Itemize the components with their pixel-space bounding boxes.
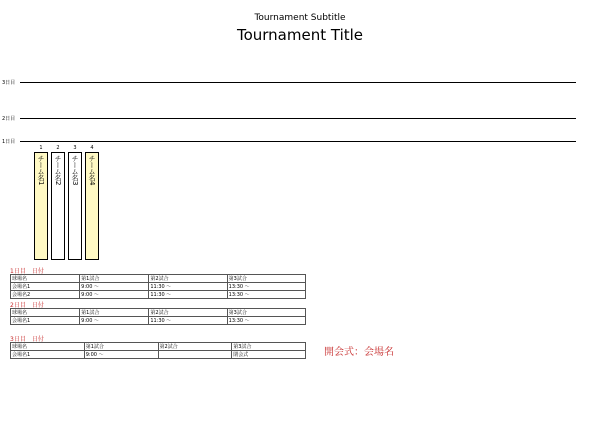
venue-cell: 会場名1 [11,317,80,325]
col-header: 球場名 [11,275,80,283]
round-label-2: 2日目 [2,116,16,122]
match-time-cell: 13:30 ～ [227,317,305,325]
table-header-row [11,275,306,283]
team-name: チーム名2 [54,155,62,185]
team-number: 1 [39,145,43,151]
table-row [11,283,306,291]
schedule-day1-table [10,274,306,299]
team-name: チーム名1 [37,155,45,185]
venue-cell: 会場名2 [11,291,80,299]
day1-header: 1日目 日付 [10,268,44,275]
round-label-3: 3日目 [2,80,16,86]
table-header-row [11,309,306,317]
team-box [68,152,82,260]
match-time-cell: 13:30 ～ [227,291,305,299]
col-header: 第1試合 [84,343,158,351]
team-box [34,152,48,260]
team-number: 4 [90,145,94,151]
page-subtitle: Tournament Subtitle [254,13,346,23]
team-box [51,152,65,260]
match-time-cell: 11:30 ～ [149,317,227,325]
col-header: 第2試合 [149,309,227,317]
col-header: 球場名 [11,343,85,351]
venue-cell: 会場名1 [11,283,80,291]
team-number: 3 [73,145,77,151]
opening-ceremony-note: 開会式：会場名 [324,347,394,358]
match-time-cell: 13:30 ～ [227,283,305,291]
match-time-cell: 9:00 ～ [80,317,149,325]
match-time-cell: 9:00 ～ [84,351,158,359]
table-row [11,351,306,359]
team-name: チーム名4 [88,155,96,185]
col-header: 第2試合 [149,275,227,283]
col-header: 第1試合 [80,309,149,317]
table-header-row [11,343,306,351]
table-row [11,291,306,299]
col-header: 第3試合 [227,309,305,317]
match-time-cell: 9:00 ～ [80,291,149,299]
round-label-1: 1日目 [2,139,16,145]
col-header: 第1試合 [80,275,149,283]
match-time-cell: 11:30 ～ [149,291,227,299]
team-number: 2 [56,145,60,151]
col-header: 第3試合 [232,343,306,351]
page-title: Tournament Title [236,26,364,44]
venue-cell: 会場名1 [11,351,85,359]
day3-header: 3日目 日付 [10,336,44,343]
day2-header: 2日目 日付 [10,302,44,309]
col-header: 球場名 [11,309,80,317]
team-name: チーム名3 [71,155,79,185]
match-time-cell: 9:00 ～ [80,283,149,291]
match-time-cell: 閉会式 [232,351,306,359]
col-header: 第2試合 [158,343,232,351]
match-time-cell [158,351,232,359]
table-row [11,317,306,325]
match-time-cell: 11:30 ～ [149,283,227,291]
schedule-day2-table [10,308,306,325]
team-box [85,152,99,260]
col-header: 第3試合 [227,275,305,283]
schedule-day3-table [10,342,306,359]
